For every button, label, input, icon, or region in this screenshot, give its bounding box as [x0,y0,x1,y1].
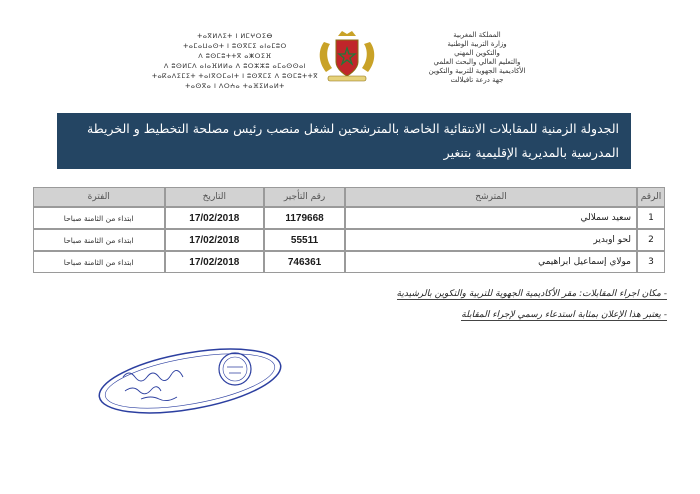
header-line: جهة درعة تافيلالت [450,76,504,84]
note-location-text: - مكان اجراء المقابلات: مقر الأكاديمية الجهوية للتربية والتكوين بالرشيدية [396,289,667,299]
header-line: الأكاديمية الجهوية للتربية والتكوين [428,67,526,75]
header-period: الفترة [33,187,165,207]
header-line: ⵜⴰⵎⴰⵡⴰⵙⵜ ⵏ ⵓⵙⴳⵎⵉ ⴰⵏⴰⵎⵓⵔ [183,42,287,50]
header-line: والتكوين المهني [454,49,500,57]
official-stamp-icon [95,343,295,418]
cell-date: 17/02/2018 [165,207,265,229]
cell-candidate: سعيد سملالي [345,207,637,229]
header-line: ⵜⴰⴳⵍⴷⵉⵜ ⵏ ⵍⵎⵖⵔⵉⴱ [197,32,273,40]
cell-candidate: مولاي إسماعيل ابراهيمي [345,251,637,273]
cell-num: 2 [637,229,665,251]
cell-candidate: لحو اوبدير [345,229,637,251]
ministry-header-tifinagh [150,31,320,91]
ministry-header-arabic [402,31,552,85]
header-date: التاريخ [165,187,265,207]
header-line: ⴷ ⵓⵙⵍⵎⴷ ⴰⵏⴰⴼⵍⵍⴰ ⴷ ⵓⵔⵣⵣⵓ ⴰⵎⴰⵙⵙⴰⵏ [163,62,307,70]
table-row [33,207,665,229]
cell-code: 1179668 [264,207,345,229]
cell-date: 17/02/2018 [165,229,265,251]
cell-num: 3 [637,251,665,273]
header-line: وزارة التربية الوطنية [447,40,507,48]
header-line: والتعليم العالي والبحث العلمي [433,58,521,66]
header-code: رقم التأجير [264,187,345,207]
note-convocation [461,310,667,320]
cell-code: 55511 [264,229,345,251]
header-line: المملكة المغربية [453,31,501,39]
cell-code: 746361 [264,251,345,273]
table-row [33,229,665,251]
table-row [33,251,665,273]
cell-period: ابتداء من الثامنة صباحا [33,207,165,229]
cell-num: 1 [637,207,665,229]
header-line: ⵜⴰⵙⴳⴰ ⵏ ⴷⵔⵄⴰ ⵜⴰⴼⵉⵍⴰⵍⵜ [185,82,285,90]
interview-schedule-table [33,187,665,273]
header-line: ⴷ ⵓⵙⵎⵓⵜⵜⴳ ⴰⵥⵔⵉⴼ [198,52,272,60]
cell-period: ابتداء من الثامنة صباحا [33,229,165,251]
header-candidate: المترشح [345,187,637,207]
coat-of-arms-icon [316,28,378,84]
cell-period: ابتداء من الثامنة صباحا [33,251,165,273]
schedule-title: الجدولة الزمنية للمقابلات الانتقائية الخاصة بالمترشحين لشغل منصب رئيس مصلحة التخطيط و الخريطة المدرسية بالمديرية الإقليمية بتنغير [57,113,631,169]
note-convocation-text: - يعتبر هذا الإعلان بمثابة استدعاء رسمي لإجراء المقابلة [461,310,667,320]
header-line: ⵜⴰⴽⴰⴷⵉⵎⵉⵜ ⵜⴰⵏⴳⵔⵎⴰⵏⵜ ⵏ ⵓⵙⴳⵎⵉ ⴷ ⵓⵙⵎⵓⵜⵜⴳ [151,72,319,80]
cell-date: 17/02/2018 [165,251,265,273]
header-num: الرقم [637,187,665,207]
table-header-row [33,187,665,207]
note-location [397,289,667,299]
